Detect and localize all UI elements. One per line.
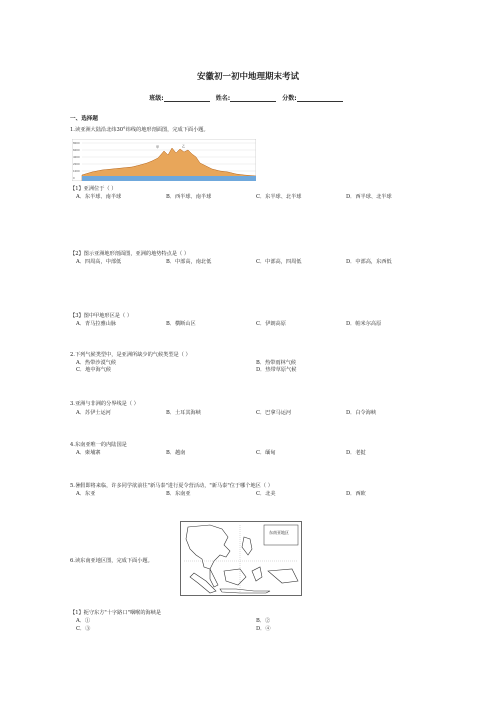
- option-c[interactable]: C．地中海气候: [76, 367, 112, 373]
- chart-mark-yi: 乙: [182, 144, 186, 148]
- option-d[interactable]: D．西半球、北半球: [346, 194, 392, 200]
- option-b[interactable]: B．横断山区: [166, 321, 196, 327]
- section-heading: 一、选择题: [70, 116, 98, 122]
- question-1-sub-2: 【2】图示亚洲地形剖面图，亚洲的地势特点是（ ）: [70, 251, 190, 257]
- question-4-stem: 4.东南亚唯一的内陆国是: [70, 442, 127, 448]
- option-a[interactable]: A．东半球、南半球: [76, 194, 122, 200]
- option-d[interactable]: D．西欧: [346, 491, 366, 497]
- score-blank[interactable]: [297, 95, 343, 102]
- y-tick-label: 0: [73, 177, 75, 180]
- question-2-stem: 2.下列气候类型中，是亚洲所缺少的气候类型是（ ）: [70, 352, 191, 358]
- option-d[interactable]: D．④: [256, 626, 271, 632]
- question-1-sub-3: 【3】图中甲地形区是（ ）: [70, 313, 133, 319]
- option-a[interactable]: A．四周高，中部低: [76, 259, 122, 265]
- option-a[interactable]: A．柬埔寨: [76, 450, 101, 456]
- name-label: 姓名:: [215, 95, 231, 102]
- option-d[interactable]: D．老挝: [346, 450, 366, 456]
- question-1-sub-1: 【1】亚洲位于（ ）: [70, 186, 117, 192]
- y-tick-label: 6000: [73, 149, 80, 152]
- terrain-profile-chart: [72, 139, 256, 181]
- option-b[interactable]: B．土耳其海峡: [166, 410, 201, 416]
- option-c[interactable]: C．伊朗高原: [256, 321, 286, 327]
- option-c[interactable]: C．③: [76, 626, 91, 632]
- option-c[interactable]: C．缅甸: [256, 450, 276, 456]
- question-6-sub-1: 【1】扼守东方"十字路口"咽喉的海峡是: [70, 610, 162, 616]
- option-a[interactable]: A．苏伊士运河: [76, 410, 111, 416]
- option-a[interactable]: A．东亚: [76, 491, 96, 497]
- question-1-stem: [70, 127, 209, 134]
- option-b[interactable]: B．越南: [166, 450, 186, 456]
- chart-mark-jia: 甲: [156, 145, 160, 149]
- score-label: 分数:: [282, 95, 297, 102]
- option-b[interactable]: B．②: [256, 618, 271, 624]
- student-info-line: [0, 93, 496, 102]
- question-6-stem: 6.读东南亚地区图，完成下面小题。: [70, 558, 153, 564]
- sea-level-band: [82, 176, 256, 181]
- question-1-text: 1.读亚洲大陆沿北纬30°纬线的地形剖面图，完成下面小题。: [70, 127, 209, 133]
- option-c[interactable]: C．巴拿马运河: [256, 410, 292, 416]
- option-d[interactable]: D．热带草原气候: [256, 367, 297, 373]
- option-b[interactable]: B．东南亚: [166, 491, 191, 497]
- map-inset-box: [264, 525, 298, 545]
- y-tick-label: 4000: [73, 156, 80, 159]
- option-d[interactable]: D．白令海峡: [346, 410, 377, 416]
- option-c[interactable]: C．中部高，四周低: [256, 259, 302, 265]
- option-c[interactable]: C．东半球、北半球: [256, 194, 302, 200]
- class-blank[interactable]: [164, 95, 210, 102]
- option-d[interactable]: D．中部高，东西低: [346, 259, 392, 265]
- name-blank[interactable]: [230, 95, 276, 102]
- y-tick-label: 2000: [73, 163, 80, 166]
- y-tick-label: 1000: [73, 170, 80, 173]
- option-d[interactable]: D．帕米尔高原: [346, 321, 382, 327]
- class-label: 班级:: [149, 95, 164, 102]
- option-a[interactable]: A．青马拉雅山脉: [76, 321, 117, 327]
- option-b[interactable]: B．西半球、南半球: [166, 194, 212, 200]
- question-5-stem: 5.暑假即将来临，许多同学欲前往"新马泰"进行夏令营活动，"新马泰"位于哪个地区（ ）: [70, 483, 273, 489]
- option-c[interactable]: C．北美: [256, 491, 276, 497]
- option-b[interactable]: B．中部高，南北低: [166, 259, 212, 265]
- y-tick-label: 8000: [73, 142, 80, 145]
- southeast-asia-map: [180, 521, 302, 596]
- page-title: 安徽初一初中地理期末考试: [196, 72, 299, 82]
- map-inset-label: 东南亚地区: [269, 530, 289, 535]
- option-a[interactable]: A．①: [76, 618, 91, 624]
- question-3-stem: 3.亚洲与非洲的分界线是（ ）: [70, 401, 139, 407]
- option-a[interactable]: A．热带沙漠气候: [76, 360, 117, 366]
- option-b[interactable]: B．热带雨林气候: [256, 360, 297, 366]
